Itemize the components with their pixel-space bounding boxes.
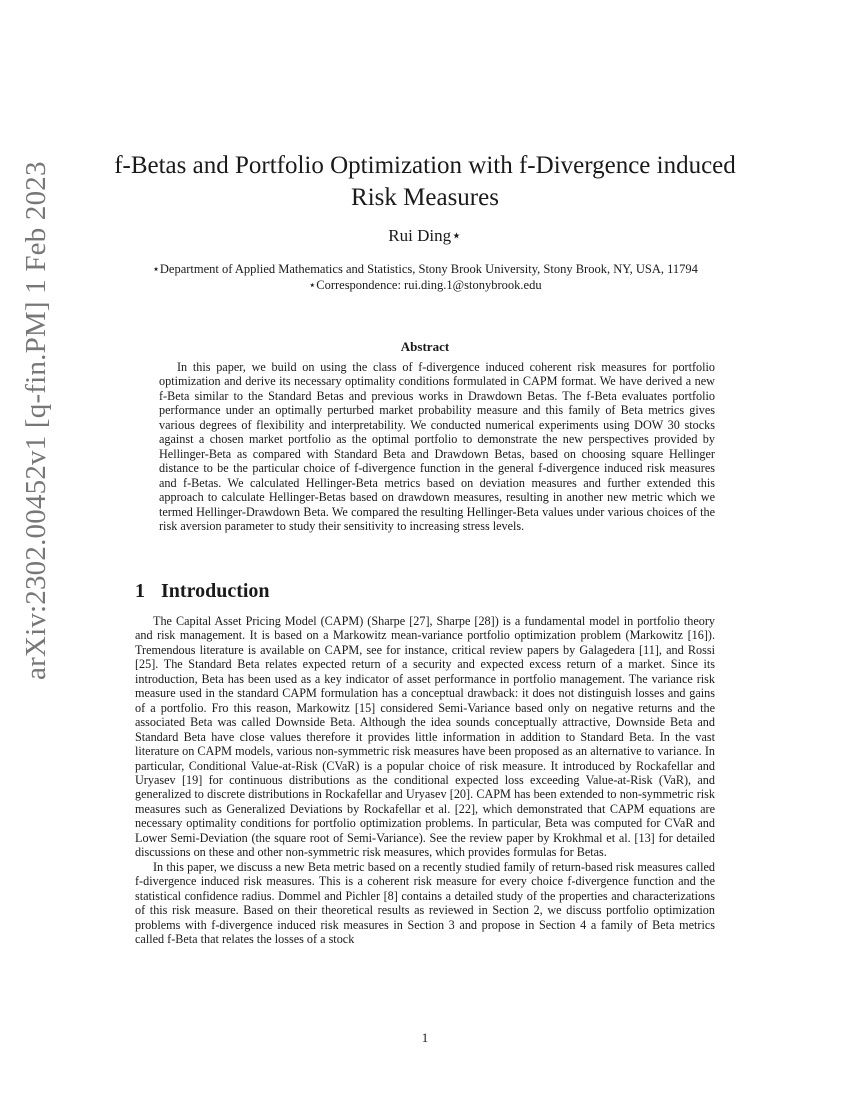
arxiv-identifier-text: arXiv:2302.00452v1 [q-fin.PM] 1 Feb 2023 [20,161,52,680]
abstract-heading: Abstract [400,339,450,354]
correspondence-email: ⋆Correspondence: rui.ding.1@stonybrook.edu [308,278,542,292]
introduction-body [135,614,715,946]
author-name: Rui Ding⋆ [388,226,462,245]
abstract-text: In this paper, we build on using the class of f-divergence induced coherent risk measures for portfolio optimization and derive its necessary optimality conditions formulated in CAPM format. We have derived a new f-Beta similar to the Standard Betas and previous works in Drawdown Betas. The f-Beta evaluates portfolio performance under an optimally perturbed market probability measure and this family of Beta metrics gives various degrees of flexibility and interpretability. We conducted numerical experiments using DOW 30 stocks against a chosen market portfolio as the optimal portfolio to demonstrate the new perspectives provided by Hellinger-Beta as compared with Standard Beta and Drawdown Betas, based on choosing square Hellinger distance to be the particular choice of f-divergence function in the general f-divergence induced risk measures and f-Betas. We calculated Hellinger-Beta metrics based on deviation measures and further extended this approach to calculate Hellinger-Betas based on drawdown measures, resulting in another new metric which we termed Hellinger-Drawdown Beta. We compared the resulting Hellinger-Beta values under various choices of the risk aversion parameter to study their sensitivity to increasing stress levels. [159,360,715,533]
author-affiliation: ⋆Department of Applied Mathematics and Statistics, Stony Brook University, Stony Brook, NY, USA, 11794 [152,262,698,276]
section-title: Introduction [161,580,270,602]
body-paragraph: In this paper, we discuss a new Beta metric based on a recently studied family of return-based risk measures called f-divergence induced risk measures. This is a coherent risk measure for every choice f-divergence function and the statistical confidence radius. Dommel and Pichler [8] contains a detailed study of the properties and characterizations of this risk measure. Based on their theoretical results as reviewed in Section 2, we discuss portfolio optimization problems with f-divergence induced risk measures in Section 3 and propose in Section 4 a family of Beta metrics called f-Beta that relates the losses of a stock [135,859,715,946]
page-number: 1 [421,1030,429,1045]
body-paragraph: The Capital Asset Pricing Model (CAPM) (Sharpe [27], Sharpe [28]) is a fundamental model in portfolio theory and risk management. It is based on a Markowitz mean-variance portfolio optimization problem (Markowitz [16]). Tremendous literature is available on CAPM, see for instance, critical review papers by Galagedera [11], and Rossi [25]. The Standard Beta relates expected return of a security and expected excess return of a market. Since its introduction, Beta has been used as a key indicator of asset performance in portfolio management. The variance risk measure used in the standard CAPM formulation has a conceptual drawback: it does not distinguish losses and gains of a portfolio. Fro this reason, Markowitz [15] considered Semi-Variance based only on negative returns and the associated Beta was called Downside Beta. Although the idea sounds conceptually attractive, Downside Beta and Standard Beta have close values therefore it provides little information in addition to Standard Beta. In the vast literature on CAPM models, various non-symmetric risk measures have been proposed as an alternative to variance. In particular, Conditional Value-at-Risk (CVaR) is a popular choice of risk measure. It introduced by Rockafellar and Uryasev [19] for continuous distributions as the conditional expected loss exceeding Value-at-Risk (VaR), and generalized to discrete distributions in Rockafellar and Uryasev [20]. CAPM has been extended to non-symmetric risk measures such as Generalized Deviations by Rockafellar et al. [22], which demonstrated that CAPM equations are necessary optimality conditions for portfolio optimization problems. In particular, Beta was computed for CVaR and Lower Semi-Deviation (the square root of Semi-Variance). See the review paper by Krokhmal et al. [13] for detailed discussions on these and other non-symmetric risk measures, which provides formulas for Betas. [135,614,715,860]
section-heading-introduction [135,580,270,603]
paper-title: f-Betas and Portfolio Optimization with f-Divergence induced Risk Measures [114,152,736,211]
section-number: 1 [135,580,145,602]
